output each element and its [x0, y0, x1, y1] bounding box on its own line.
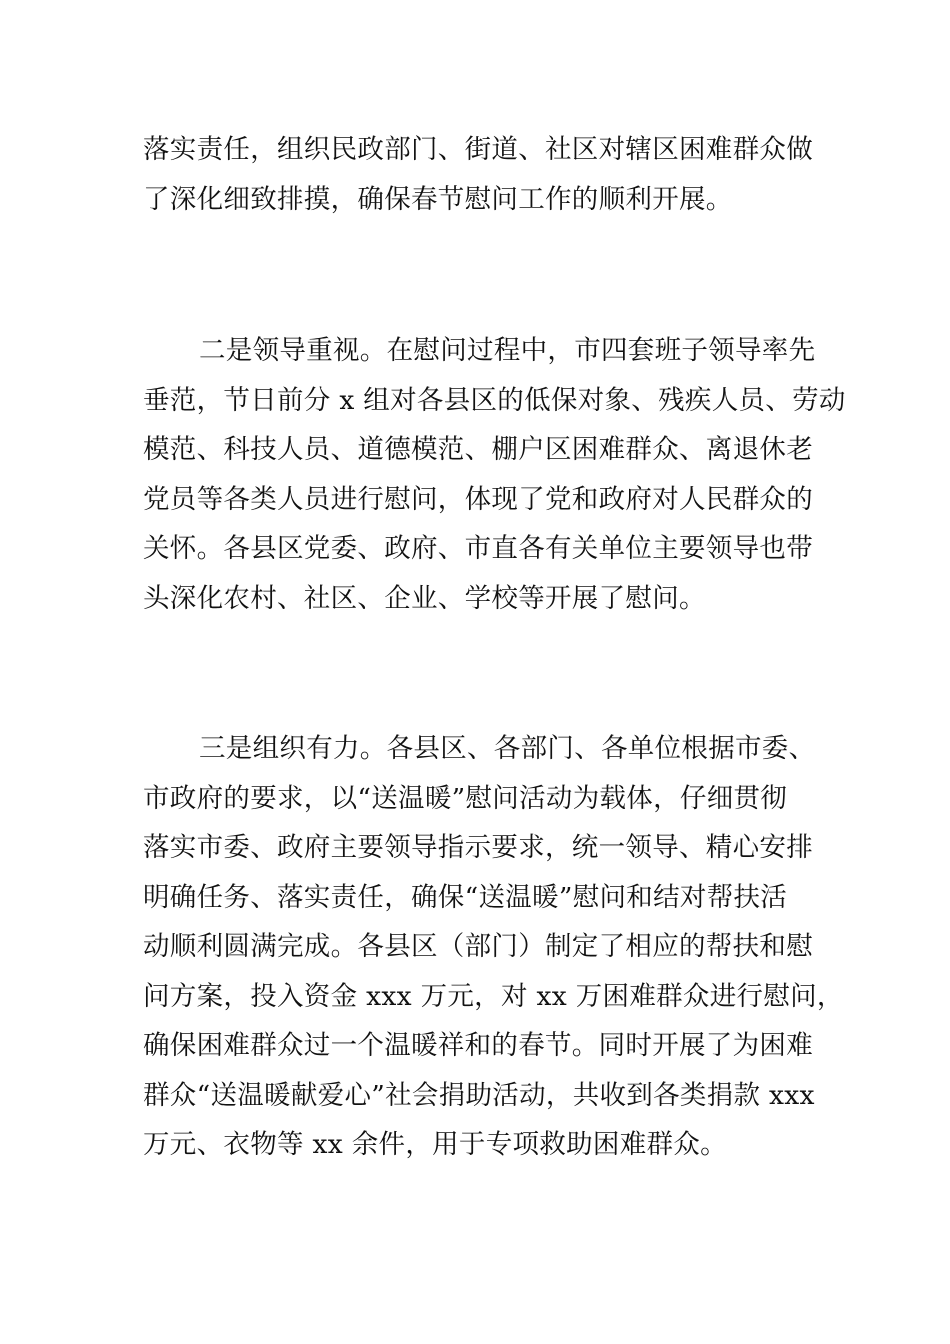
- paragraph-line: 群众“送温暖献爱心”社会捐助活动，共收到各类捐款 xxx: [143, 1079, 815, 1111]
- paragraph-continuation: [143, 125, 813, 224]
- paragraph-line: 动顺利圆满完成。各县区（部门）制定了相应的帮扶和慰: [143, 931, 813, 962]
- paragraph-line: 万元、衣物等 xx 余件，用于专项救助困难群众。: [143, 1129, 727, 1160]
- paragraph-line: 了深化细致排摸，确保春节慰问工作的顺利开展。: [143, 183, 733, 215]
- paragraph-line: 垂范，节日前分 x 组对各县区的低保对象、残疾人员、劳动: [143, 384, 846, 416]
- paragraph-line: 明确任务、落实责任，确保“送温暖”慰问和结对帮扶活: [143, 881, 788, 913]
- paragraph-line: 确保困难群众过一个温暖祥和的春节。同时开展了为困难: [143, 1030, 813, 1061]
- paragraph-line: 二是领导重视。在慰问过程中，市四套班子领导率先: [199, 335, 816, 366]
- paragraph-line: 问方案，投入资金 xxx 万元，对 xx 万困难群众进行慰问，: [143, 980, 844, 1012]
- paragraph-line: 落实市委、政府主要领导指示要求，统一领导、精心安排: [143, 832, 813, 863]
- paragraph-organization: [143, 724, 844, 1170]
- paragraph-leadership: [143, 326, 846, 623]
- paragraph-line: 头深化农村、社区、企业、学校等开展了慰问。: [143, 582, 706, 614]
- paragraph-line: 落实责任，组织民政部门、街道、社区对辖区困难群众做: [143, 134, 813, 165]
- paragraph-line: 关怀。各县区党委、政府、市直各有关单位主要领导也带: [143, 533, 813, 564]
- paragraph-line: 模范、科技人员、道德模范、棚户区困难群众、离退休老: [143, 434, 813, 465]
- paragraph-line: 三是组织有力。各县区、各部门、各单位根据市委、: [199, 733, 816, 764]
- paragraph-line: 市政府的要求，以“送温暖”慰问活动为载体，仔细贯彻: [143, 782, 788, 814]
- paragraph-line: 党员等各类人员进行慰问，体现了党和政府对人民群众的: [143, 483, 813, 515]
